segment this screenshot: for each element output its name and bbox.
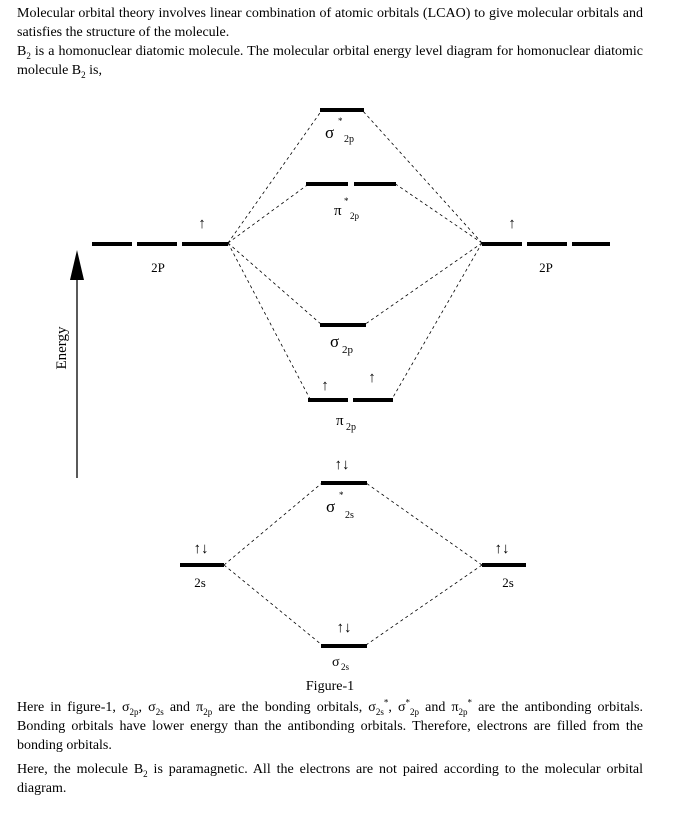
dash-left-pi-star-2p xyxy=(228,183,310,243)
left-2s-label: 2s xyxy=(194,575,206,590)
pi-2p-sub: 2p xyxy=(346,422,356,433)
outro-p1-d: are the bonding orbitals, σ xyxy=(212,700,376,715)
dash-right-pi-2p xyxy=(392,243,482,399)
outro-p1-b: , σ xyxy=(138,700,156,715)
outro-p1-g: are the antibonding orbitals. Bonding orbitals have lower energy than the antibonding orbitals. Therefore, electrons are filled from the bonding orbitals. xyxy=(17,700,644,753)
dash-left-sigma-star-2p xyxy=(228,110,322,243)
dash-left-pi-2p xyxy=(228,243,310,399)
pi-star-2p-sup: * xyxy=(344,196,349,206)
outro-p1-f-sub: 2p xyxy=(458,706,468,717)
dash-right-sigma-star-2p xyxy=(362,110,482,243)
outro-p1-e-sub: 2p xyxy=(410,706,420,717)
dash-right-sigma-2s xyxy=(366,565,482,645)
outro-p1-c: and π xyxy=(163,700,204,715)
left-atom-2s xyxy=(180,541,224,590)
right-2p-label: 2P xyxy=(539,260,553,275)
dash-right-sigma-star-2s xyxy=(366,483,482,565)
left-atom-2p xyxy=(92,216,228,275)
pi-2p-symbol: π xyxy=(336,413,344,429)
outro-p1-d-sup: * xyxy=(383,697,389,708)
energy-label: Energy xyxy=(54,326,70,370)
outro-p1-a-sub: 2p xyxy=(129,706,139,717)
intro-line2: is a homonuclear diatomic molecule. The molecular orbital energy level diagram for homonuclear diatomic molecule B xyxy=(17,44,643,78)
pi-star-2p-level xyxy=(306,184,396,221)
right-2p-electron: ↑ xyxy=(508,216,516,232)
sigma-2s-sub: 2s xyxy=(341,662,350,672)
outro-p2-b: is paramagnetic. All the electrons are not paired according to the molecular orbital diagram. xyxy=(17,762,644,796)
sigma-2p-sub: 2p xyxy=(342,344,353,356)
right-2s-electrons: ↑↓ xyxy=(494,541,510,557)
sigma-2p-symbol: σ xyxy=(330,332,340,351)
dash-left-sigma-2p xyxy=(228,243,322,325)
outro-p2-a: Here, the molecule B xyxy=(17,762,144,777)
outro-p1-a: Here in figure-1, σ xyxy=(17,700,130,715)
sigma-star-2p-sub: 2p xyxy=(344,134,354,145)
sigma-star-2s-sup: * xyxy=(339,490,344,500)
outro-p1-f-sup: * xyxy=(467,697,473,708)
sigma-star-2p-sup: * xyxy=(338,116,343,126)
sigma-2s-symbol: σ xyxy=(332,655,340,670)
intro-line2-end: is, xyxy=(85,63,102,78)
intro-line2-sub: 2 xyxy=(81,69,86,80)
intro-line1: Molecular orbital theory involves linear combination of atomic orbitals (LCAO) to give molecular orbitals and satisfies the structure of the molecule. xyxy=(17,6,643,40)
sigma-star-2p-level xyxy=(320,110,364,145)
outro-p1-e-sup: * xyxy=(405,697,411,708)
sigma-2p-level xyxy=(320,325,366,356)
intro-b2: B xyxy=(17,44,27,59)
pi-2p-level xyxy=(308,370,393,433)
outro-paragraph-1 xyxy=(17,698,643,755)
sigma-star-2s-level xyxy=(321,457,367,521)
left-2p-electron: ↑ xyxy=(198,216,206,232)
energy-axis xyxy=(54,250,84,478)
right-atom-2s xyxy=(482,541,526,590)
left-2p-label: 2P xyxy=(151,260,165,275)
outro-p1-c-sub: 2p xyxy=(203,706,213,717)
sigma-star-2p-symbol: σ xyxy=(325,123,335,142)
dash-right-pi-star-2p xyxy=(394,183,482,243)
outro-p2-sub: 2 xyxy=(143,768,148,779)
sigma-2s-electrons: ↑↓ xyxy=(336,620,352,636)
pi-2p-electron-1: ↑ xyxy=(321,378,329,394)
intro-b2-sub: 2 xyxy=(26,50,31,61)
pi-star-2p-sub: 2p xyxy=(350,211,359,221)
sigma-star-2s-symbol: σ xyxy=(326,497,336,516)
outro-p1-d-sub: 2s xyxy=(375,706,384,717)
correlation-lines xyxy=(224,110,482,645)
outro-p1-f: and π xyxy=(419,700,459,715)
outro-paragraph-2 xyxy=(17,760,643,798)
sigma-star-2s-sub: 2s xyxy=(345,510,354,521)
right-atom-2p xyxy=(482,216,610,275)
figure-caption: Figure-1 xyxy=(305,679,355,694)
sigma-star-2s-electrons: ↑↓ xyxy=(334,457,350,473)
pi-2p-electron-2: ↑ xyxy=(368,370,376,386)
dash-left-sigma-2s xyxy=(224,565,322,645)
energy-arrowhead xyxy=(70,250,84,280)
sigma-2s-level xyxy=(321,620,367,672)
right-2s-label: 2s xyxy=(502,575,514,590)
outro-p1-e: , σ xyxy=(388,700,406,715)
dash-left-sigma-star-2s xyxy=(224,483,322,565)
pi-star-2p-symbol: π xyxy=(334,203,342,219)
outro-p1-b-sub: 2s xyxy=(155,706,164,717)
left-2s-electrons: ↑↓ xyxy=(193,541,209,557)
dash-right-sigma-2p xyxy=(364,243,482,325)
